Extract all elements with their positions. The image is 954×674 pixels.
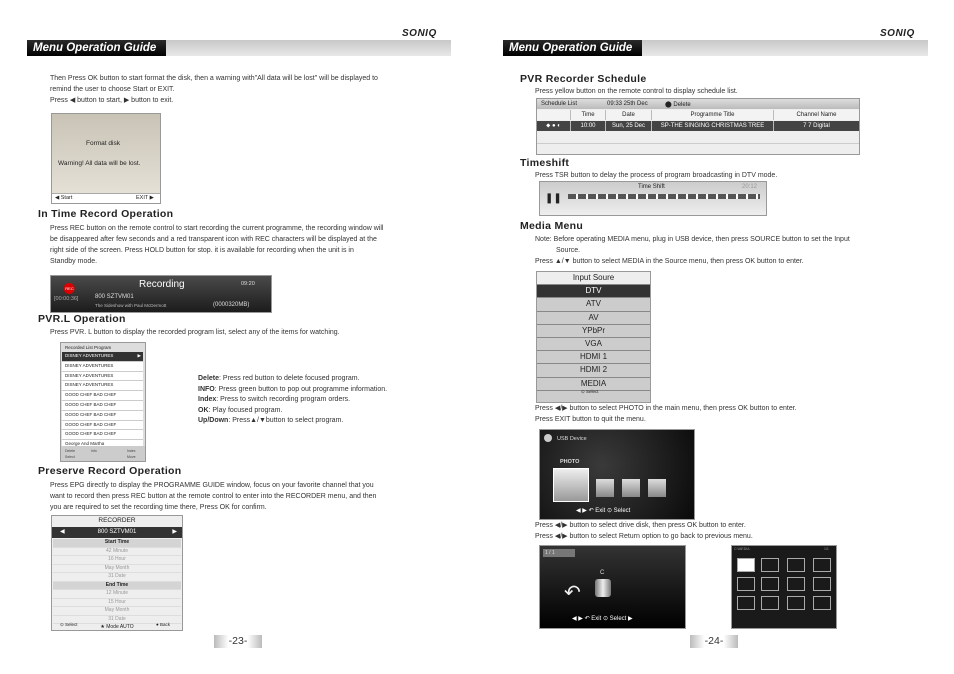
recorder-back-hint: ● Back [156, 622, 170, 627]
recorded-list [62, 352, 143, 450]
schedule-delete-hint: ⬤ Delete [665, 102, 691, 108]
grid-item-return[interactable] [737, 558, 755, 572]
column-header: Date [606, 110, 652, 120]
recorder-mode[interactable]: ★ Mode AUTO [53, 624, 181, 631]
recorder-row[interactable]: 42 Minute [53, 548, 181, 557]
grid-item-folder[interactable] [813, 558, 831, 572]
source-item-ypbpr[interactable]: YPbPr [537, 325, 650, 338]
footer-index: Index [127, 449, 136, 453]
left-brand-logo: SONIQ [402, 28, 437, 39]
recorder-row[interactable]: 12 Minute [53, 590, 181, 599]
source-item-hdmi1[interactable]: HDMI 1 [537, 351, 650, 364]
usb-device-label: USB Device [557, 436, 587, 442]
movie-icon[interactable] [622, 479, 640, 497]
input-source-menu [536, 271, 651, 403]
footer-delete: Delete [65, 449, 76, 453]
right-banner-title: Menu Operation Guide [503, 40, 642, 56]
grid-item-folder[interactable] [737, 577, 755, 591]
arrow-right-icon: ▶ [172, 529, 177, 535]
red-button-icon: ⬤ [665, 102, 674, 108]
time-record-heading: In Time Record Operation [38, 208, 174, 220]
recorder-fields [53, 539, 181, 631]
source-item-atv[interactable]: ATV [537, 298, 650, 311]
list-item[interactable]: DISNEY ADVENTURES [62, 362, 143, 372]
media-heading: Media Menu [520, 220, 584, 232]
list-item[interactable]: GOOD CHEF BAD CHEF [62, 411, 143, 421]
footer-move: Move [127, 455, 136, 459]
footer-select: Select [65, 455, 75, 459]
recorder-row[interactable]: End Time [53, 582, 181, 591]
grid-item-folder[interactable] [761, 577, 779, 591]
grid-item-empty[interactable] [737, 596, 755, 610]
list-item[interactable]: GOOD CHEF BAD CHEF [62, 421, 143, 431]
music-icon[interactable] [596, 479, 614, 497]
list-item[interactable]: George And Martha [62, 440, 143, 450]
recorder-row[interactable]: May Month [53, 607, 181, 616]
media-step1: Press ◀/▶ button to select PHOTO in the main menu, then press OK button to enter. Press EXIT button to quit the menu. [535, 405, 797, 423]
recording-size: (0000320MB) [213, 302, 250, 308]
recording-channel: 800 SZTVM01 [95, 294, 134, 300]
recorder-title: RECORDER [98, 517, 136, 524]
arrow-right-icon: ▶ [137, 353, 141, 358]
recorded-list-header: Recorded List Program [65, 345, 112, 350]
return-icon[interactable]: ↶ [564, 582, 581, 604]
media-step2: Press ◀/▶ button to select drive disk, then press OK button to enter. Press ◀/▶ button to select Return option to go back to previous menu. [535, 522, 753, 540]
source-item-hdmi2[interactable]: HDMI 2 [537, 364, 650, 377]
recording-title: Recording [139, 279, 185, 290]
timeshift-title: Time Shift [638, 184, 665, 190]
grid-path-label: C:\MEDIA [734, 547, 750, 551]
grid-item-folder[interactable] [761, 558, 779, 572]
format-intro: Then Press OK button to start format the disk, then a warning with"All data will be lost" will be displayed to remind the user to choose Start or EXIT. Press ◀ button to start, ▶ button to exit. [50, 75, 378, 104]
drive-hints: ◀ ▶ ↶ Exit ⊙ Select ▶ [572, 616, 633, 622]
column-header: Programme Title [652, 110, 774, 120]
grid-item-empty[interactable] [787, 577, 805, 591]
recorder-row[interactable]: May Month [53, 565, 181, 574]
rec-icon: REC [64, 283, 75, 294]
timeshift-body: Press TSR button to delay the process of program broadcasting in DTV mode. [535, 172, 778, 179]
table-row[interactable]: ⬥ ● ◐ 10:00 Sun, 25 Dec SP-THE SINGING CHRISTMAS TREE 7 7 Digital [537, 121, 859, 131]
time-record-body: Press REC button on the remote control to start recording the current programme, the recording window will be disappeared after few seconds and a red transparent icon with REC characters will be displayed at the right side of the screen. Press HOLD button for stop. it is available for recording when the unit is in Standby mode. [50, 225, 384, 265]
grid-item-empty[interactable] [813, 577, 831, 591]
grid-item-folder[interactable] [787, 558, 805, 572]
recorder-row[interactable]: 15 Hour [53, 599, 181, 608]
recorder-select-hint: ⊙ Select [60, 622, 78, 627]
recorded-list-window [60, 342, 146, 462]
right-banner [503, 40, 928, 56]
column-header: Channel Name [796, 112, 837, 118]
list-item[interactable]: DISNEY ADVENTURES ▶ [62, 352, 143, 362]
recorder-window [51, 515, 183, 631]
row-status-icons: ⬥ ● ◐ [537, 121, 571, 131]
photo-thumbnail-grid [731, 545, 837, 629]
main-menu-hints: ◀ ▶ ↶ Exit ⊙ Select [576, 508, 631, 514]
schedule-body: Press yellow button on the remote control to display schedule list. [535, 88, 738, 95]
recording-program: The Sideshow with Paul McDermott [95, 303, 167, 308]
format-exit-button[interactable]: EXIT ▶ [136, 195, 154, 201]
source-item-vga[interactable]: VGA [537, 338, 650, 351]
media-note: Note: Before operating MEDIA menu, plug in USB device, then press SOURCE button to set the Input Source. Press ▲/▼ button to select MEDIA in the Source menu, then press OK button to enter. [535, 236, 850, 265]
source-select-hint: ⊙ Select [581, 389, 599, 394]
recording-window [50, 275, 272, 313]
pause-icon: ❚❚ [545, 193, 562, 204]
pvrl-body: Press PVR. L button to display the recorded program list, select any of the items for watching. [50, 329, 340, 336]
drive-select-screen [539, 545, 686, 629]
list-item[interactable]: GOOD CHEF BAD CHEF [62, 391, 143, 401]
recording-elapsed: [00:00:36] [54, 296, 79, 302]
pvrl-heading: PVR.L Operation [38, 313, 126, 325]
right-brand-logo: SONIQ [880, 28, 915, 39]
format-warning: Warning! All data will be lost. [58, 160, 141, 167]
schedule-list-title: Schedule List [541, 101, 578, 107]
recorder-row[interactable]: 31 Date [53, 616, 181, 625]
grid-item-empty[interactable] [787, 596, 805, 610]
media-main-menu [539, 429, 695, 520]
pvrl-key-descriptions: Delete: Press red button to delete focused program. INFO: Press green button to pop out programme information. Index: Press to switch recording program orders. OK: Play focused program. Up/Down: Press▲/▼button to select program. [198, 375, 388, 424]
recorder-row[interactable]: 31 Date [53, 573, 181, 582]
source-item-dtv[interactable]: DTV [537, 285, 650, 298]
list-item[interactable]: GOOD CHEF BAD CHEF [62, 401, 143, 411]
schedule-columns [537, 110, 859, 120]
preserve-body: Press EPG directly to display the PROGRAMME GUIDE window, focus on your favorite channel that you want to record then press REC button at the remote control to enter into the RECORDER menu, and then you are required to set the recording time there, Press OK for confirm. [50, 482, 377, 511]
column-header: Time [571, 110, 606, 120]
recorder-row[interactable]: Start Time [53, 539, 181, 548]
photo-label: PHOTO [560, 459, 580, 465]
grid-item-empty[interactable] [813, 596, 831, 610]
recording-clock: 09:20 [241, 281, 255, 287]
left-page-number: -23- [214, 635, 262, 648]
left-banner [27, 40, 451, 56]
list-item[interactable]: DISNEY ADVENTURES [62, 372, 143, 382]
timeshift-window [539, 181, 767, 216]
recorded-list-footer [61, 446, 145, 461]
format-disk-title: Format disk [86, 140, 120, 147]
timeshift-clock: 20:12 [742, 184, 758, 190]
drive-disk-icon[interactable] [595, 579, 611, 597]
star-icon: ★ [100, 624, 107, 630]
right-page-number: -24- [690, 635, 738, 648]
recorder-row[interactable]: 16 Hour [53, 556, 181, 565]
timeshift-progress [568, 194, 760, 199]
preserve-heading: Preserve Record Operation [38, 465, 182, 477]
source-item-av[interactable]: AV [537, 312, 650, 325]
schedule-window [536, 98, 860, 155]
list-item[interactable]: DISNEY ADVENTURES [62, 381, 143, 391]
drive-c-label: C [600, 570, 605, 576]
format-start-button[interactable]: ◀ Start [55, 195, 73, 201]
input-source-title: Input Soure [537, 272, 650, 285]
source-item-media[interactable]: MEDIA [537, 378, 650, 391]
schedule-clock: 09:33 25th Dec [607, 101, 648, 107]
left-banner-title: Menu Operation Guide [27, 40, 166, 56]
schedule-heading: PVR Recorder Schedule [520, 73, 647, 85]
photo-icon[interactable] [553, 468, 589, 502]
timeshift-heading: Timeshift [520, 157, 570, 169]
format-disk-dialog [51, 113, 161, 204]
grid-page-counter: 1/1 [824, 547, 829, 551]
list-item[interactable]: GOOD CHEF BAD CHEF [62, 430, 143, 440]
usb-icon [544, 434, 552, 442]
recorder-channel-selector[interactable]: ◀ 800 SZTVM01 ▶ [52, 527, 182, 538]
grid-item-empty[interactable] [761, 596, 779, 610]
footer-info: Info [91, 449, 97, 453]
drive-page-counter: 1 / 1 [543, 549, 575, 557]
arrow-left-icon: ◀ [60, 529, 65, 535]
text-icon[interactable] [648, 479, 666, 497]
